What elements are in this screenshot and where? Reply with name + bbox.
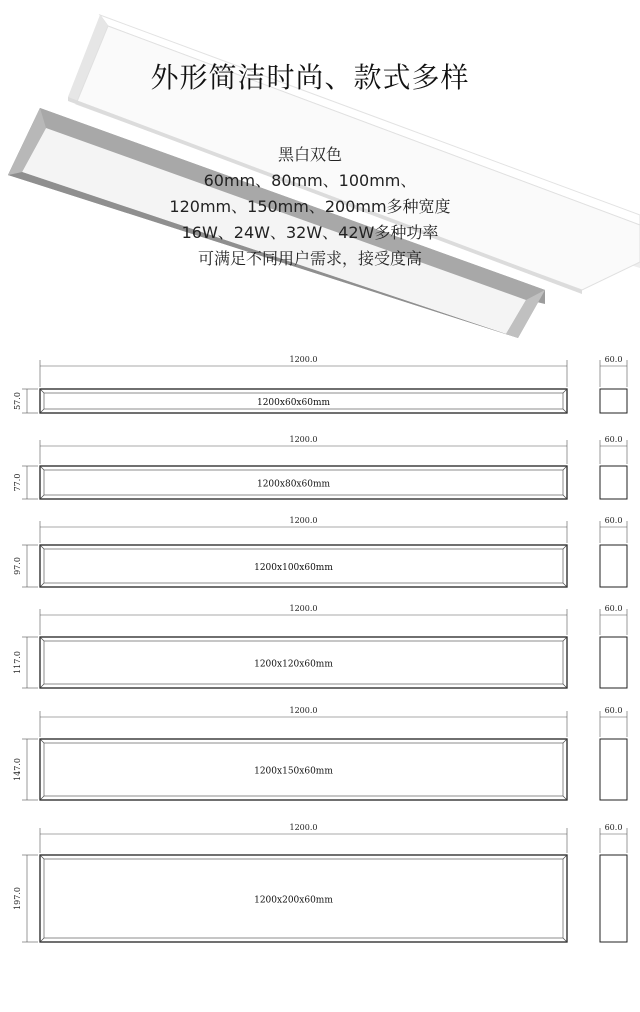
length-label: 1200.0 — [289, 435, 318, 444]
side-view-outline — [600, 545, 627, 587]
length-label: 1200.0 — [289, 355, 318, 364]
side-view-outline — [600, 855, 627, 942]
height-label: 97.0 — [13, 557, 22, 575]
side-view-outline — [600, 637, 627, 688]
depth-label: 60.0 — [604, 604, 623, 613]
feature-list — [0, 142, 620, 272]
height-label: 117.0 — [13, 651, 22, 674]
model-label: 1200x80x60mm — [256, 479, 331, 490]
side-view-outline — [600, 466, 627, 499]
length-label: 1200.0 — [289, 604, 318, 613]
model-label: 1200x150x60mm — [254, 766, 333, 777]
depth-label: 60.0 — [604, 355, 623, 364]
height-label: 197.0 — [13, 887, 22, 910]
side-view-outline — [600, 739, 627, 800]
hero-section — [0, 0, 640, 345]
feature-line: 120mm、150mm、200mm多种宽度 — [169, 197, 451, 216]
depth-label: 60.0 — [604, 823, 623, 832]
length-label: 1200.0 — [289, 706, 318, 715]
height-label: 77.0 — [13, 473, 22, 492]
dimension-drawings — [0, 350, 640, 1008]
depth-label: 60.0 — [604, 516, 623, 525]
feature-line: 可满足不同用户需求，接受度高 — [197, 249, 422, 268]
model-label: 1200x200x60mm — [254, 895, 333, 906]
model-label: 1200x60x60mm — [256, 398, 331, 408]
depth-label: 60.0 — [604, 706, 623, 715]
height-label: 57.0 — [13, 392, 22, 410]
length-label: 1200.0 — [289, 516, 318, 525]
page-title: 外形简洁时尚、款式多样 — [150, 61, 470, 94]
length-label: 1200.0 — [289, 823, 318, 832]
feature-line: 16W、24W、32W、42W多种功率 — [181, 223, 439, 242]
drawings-svg — [0, 350, 640, 1008]
side-view-outline — [600, 389, 627, 413]
feature-line: 黑白双色 — [277, 145, 342, 164]
depth-label: 60.0 — [604, 435, 623, 444]
model-label: 1200x100x60mm — [254, 563, 333, 573]
feature-line: 60mm、80mm、100mm、 — [203, 171, 417, 190]
model-label: 1200x120x60mm — [254, 659, 333, 670]
height-label: 147.0 — [13, 758, 22, 781]
